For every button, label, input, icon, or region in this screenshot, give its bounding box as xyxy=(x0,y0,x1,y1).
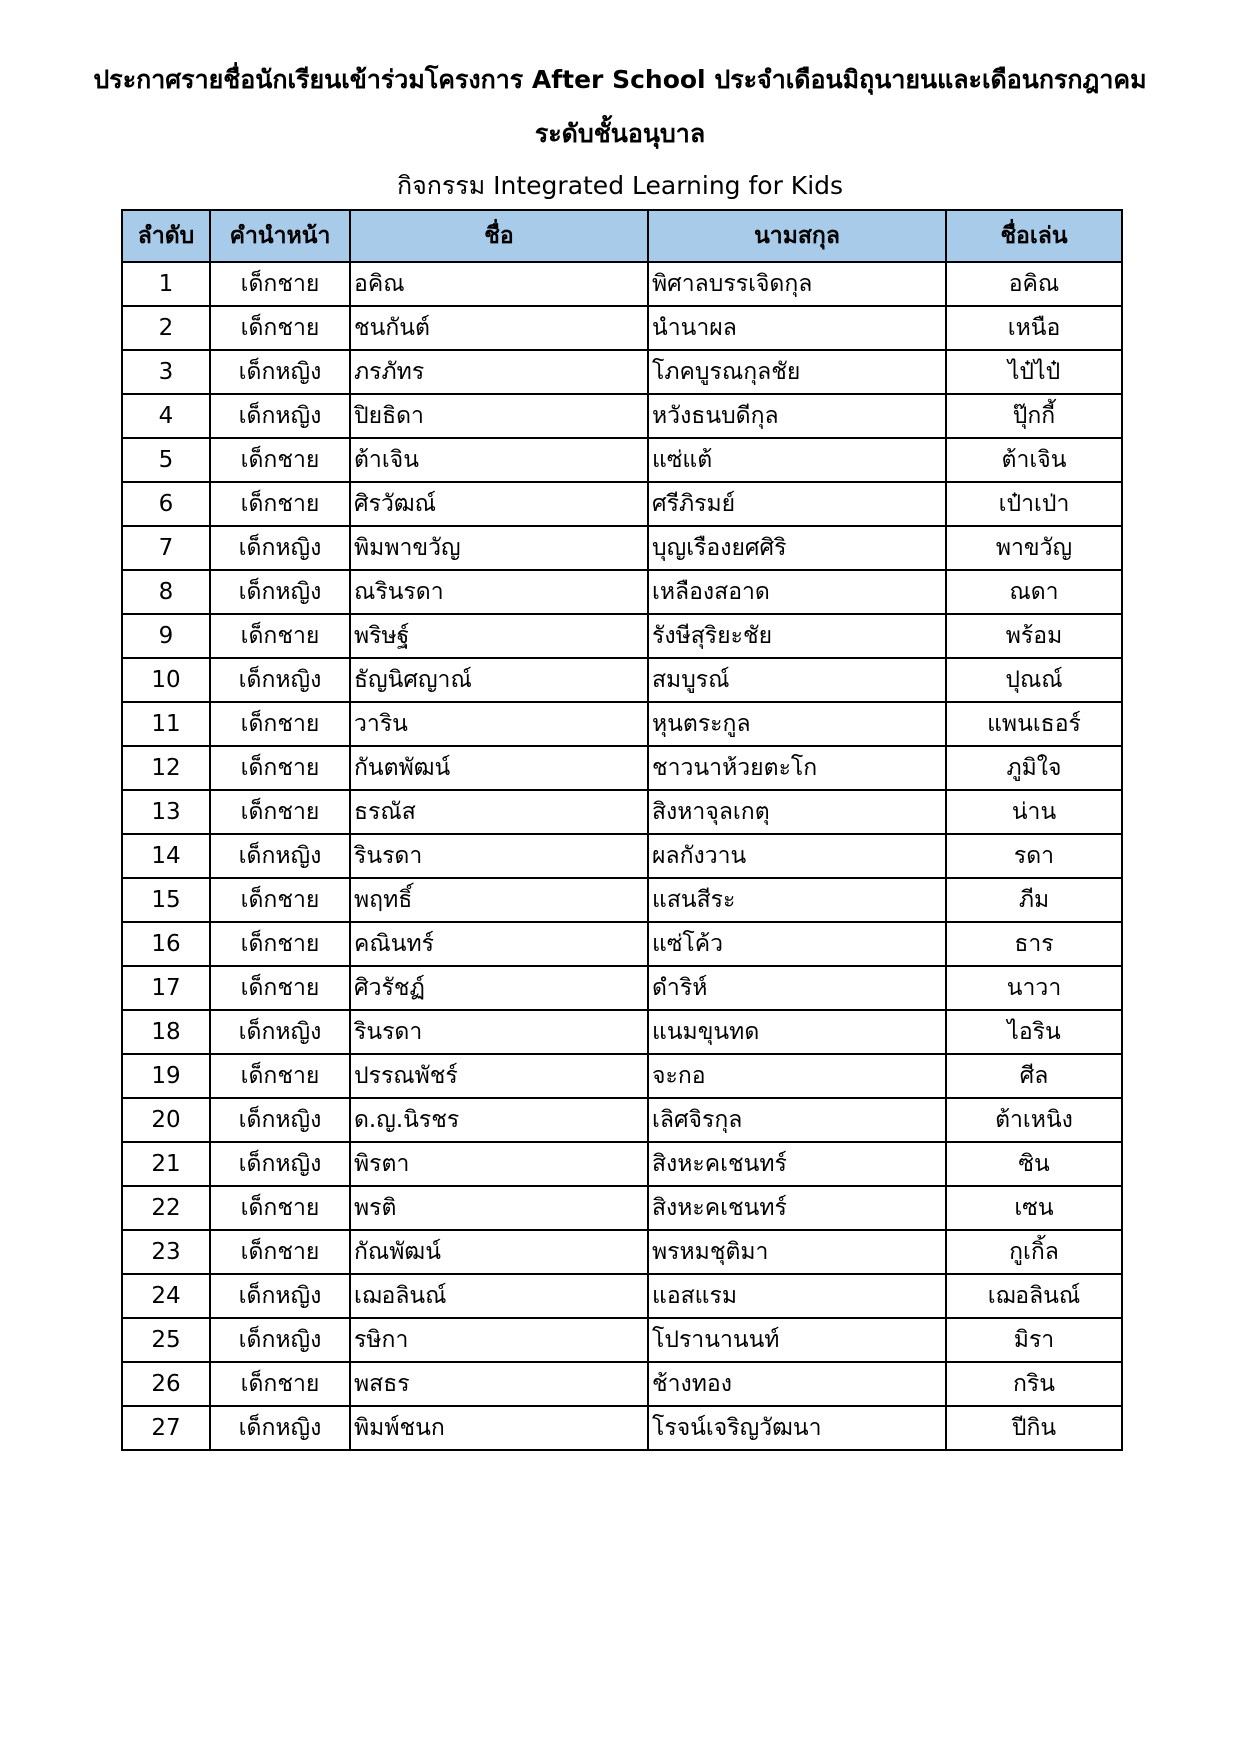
cell-order: 25 xyxy=(122,1318,210,1362)
cell-nickname: ไป๋ไป๋ xyxy=(946,350,1122,394)
cell-prefix: เด็กหญิง xyxy=(210,658,350,702)
table-row xyxy=(122,1010,1122,1054)
cell-prefix: เด็กหญิง xyxy=(210,1098,350,1142)
cell-first-name: ชนกันต์ xyxy=(350,306,648,350)
cell-first-name: พสธร xyxy=(350,1362,648,1406)
cell-nickname: อคิณ xyxy=(946,262,1122,306)
cell-order: 19 xyxy=(122,1054,210,1098)
cell-last-name: โภคบูรณกุลชัย xyxy=(648,350,946,394)
cell-nickname: ธาร xyxy=(946,922,1122,966)
cell-order: 10 xyxy=(122,658,210,702)
activity-subtitle: กิจกรรม Integrated Learning for Kids xyxy=(396,171,844,200)
table-row xyxy=(122,922,1122,966)
cell-nickname: เป๋าเป่า xyxy=(946,482,1122,526)
cell-prefix: เด็กชาย xyxy=(210,966,350,1010)
cell-last-name: รังษีสุริยะชัย xyxy=(648,614,946,658)
table-row xyxy=(122,350,1122,394)
cell-order: 13 xyxy=(122,790,210,834)
cell-first-name: ธรณัส xyxy=(350,790,648,834)
cell-first-name: ภรภัทร xyxy=(350,350,648,394)
cell-prefix: เด็กหญิง xyxy=(210,1318,350,1362)
cell-nickname: รดา xyxy=(946,834,1122,878)
cell-nickname: เหนือ xyxy=(946,306,1122,350)
cell-nickname: เฌอลินณ์ xyxy=(946,1274,1122,1318)
cell-order: 17 xyxy=(122,966,210,1010)
cell-prefix: เด็กชาย xyxy=(210,438,350,482)
table-row xyxy=(122,878,1122,922)
cell-order: 4 xyxy=(122,394,210,438)
cell-order: 8 xyxy=(122,570,210,614)
cell-prefix: เด็กหญิง xyxy=(210,1406,350,1450)
column-header-last-name: นามสกุล xyxy=(648,210,946,262)
cell-first-name: ปรรณพัชร์ xyxy=(350,1054,648,1098)
cell-nickname: พาขวัญ xyxy=(946,526,1122,570)
cell-first-name: ศิรวัฒณ์ xyxy=(350,482,648,526)
table-row xyxy=(122,1274,1122,1318)
cell-nickname: ศีล xyxy=(946,1054,1122,1098)
cell-first-name: พิมพ์ชนก xyxy=(350,1406,648,1450)
cell-prefix: เด็กหญิง xyxy=(210,834,350,878)
table-row xyxy=(122,702,1122,746)
cell-prefix: เด็กหญิง xyxy=(210,1274,350,1318)
cell-nickname: กริน xyxy=(946,1362,1122,1406)
cell-first-name: ต้าเจิน xyxy=(350,438,648,482)
cell-first-name: พิรตา xyxy=(350,1142,648,1186)
cell-prefix: เด็กหญิง xyxy=(210,1142,350,1186)
cell-order: 21 xyxy=(122,1142,210,1186)
cell-nickname: ต้าเจิน xyxy=(946,438,1122,482)
cell-prefix: เด็กชาย xyxy=(210,262,350,306)
cell-nickname: ณดา xyxy=(946,570,1122,614)
cell-first-name: อคิณ xyxy=(350,262,648,306)
cell-last-name: ศรีภิรมย์ xyxy=(648,482,946,526)
table-row xyxy=(122,394,1122,438)
cell-last-name: หวังธนบดีกุล xyxy=(648,394,946,438)
cell-prefix: เด็กชาย xyxy=(210,878,350,922)
cell-prefix: เด็กชาย xyxy=(210,1230,350,1274)
cell-prefix: เด็กชาย xyxy=(210,1362,350,1406)
cell-last-name: โปรานานนท์ xyxy=(648,1318,946,1362)
cell-last-name: สิงหาจุลเกตุ xyxy=(648,790,946,834)
cell-nickname: ปุ๊กกี้ xyxy=(946,394,1122,438)
table-row xyxy=(122,1318,1122,1362)
cell-order: 6 xyxy=(122,482,210,526)
cell-order: 15 xyxy=(122,878,210,922)
cell-nickname: ซิน xyxy=(946,1142,1122,1186)
cell-order: 2 xyxy=(122,306,210,350)
cell-last-name: สิงหะคเชนทร์ xyxy=(648,1142,946,1186)
cell-prefix: เด็กหญิง xyxy=(210,570,350,614)
cell-nickname: น่าน xyxy=(946,790,1122,834)
cell-last-name: สมบูรณ์ xyxy=(648,658,946,702)
table-row xyxy=(122,658,1122,702)
cell-last-name: โรจน์เจริญวัฒนา xyxy=(648,1406,946,1450)
cell-first-name: พิมพาขวัญ xyxy=(350,526,648,570)
cell-first-name: รินรดา xyxy=(350,834,648,878)
table-row xyxy=(122,1406,1122,1450)
cell-order: 9 xyxy=(122,614,210,658)
cell-last-name: แซ่โค้ว xyxy=(648,922,946,966)
cell-order: 24 xyxy=(122,1274,210,1318)
table-row xyxy=(122,834,1122,878)
column-header-nickname: ชื่อเล่น xyxy=(946,210,1122,262)
cell-last-name: พิศาลบรรเจิดกุล xyxy=(648,262,946,306)
cell-last-name: นำนาผล xyxy=(648,306,946,350)
cell-first-name: กัณพัฒน์ xyxy=(350,1230,648,1274)
cell-nickname: ไอริน xyxy=(946,1010,1122,1054)
cell-prefix: เด็กชาย xyxy=(210,1186,350,1230)
cell-first-name: พริษฐ์ xyxy=(350,614,648,658)
cell-first-name: กันตพัฒน์ xyxy=(350,746,648,790)
cell-nickname: ปีกิน xyxy=(946,1406,1122,1450)
cell-nickname: แพนเธอร์ xyxy=(946,702,1122,746)
announcement-title: ประกาศรายชื่อนักเรียนเข้าร่วมโครงการ After School ประจำเดือนมิถุนายนและเดือนกรกฎาคม xyxy=(93,65,1147,94)
cell-order: 5 xyxy=(122,438,210,482)
column-header-order: ลำดับ xyxy=(122,210,210,262)
cell-nickname: นาวา xyxy=(946,966,1122,1010)
cell-nickname: เซน xyxy=(946,1186,1122,1230)
cell-order: 27 xyxy=(122,1406,210,1450)
cell-prefix: เด็กหญิง xyxy=(210,394,350,438)
table-body xyxy=(122,262,1122,1450)
cell-nickname: ต้าเหนิง xyxy=(946,1098,1122,1142)
cell-last-name: จะกอ xyxy=(648,1054,946,1098)
cell-first-name: คณินทร์ xyxy=(350,922,648,966)
cell-prefix: เด็กหญิง xyxy=(210,526,350,570)
cell-order: 18 xyxy=(122,1010,210,1054)
column-header-prefix: คำนำหน้า xyxy=(210,210,350,262)
cell-last-name: เหลืองสอาด xyxy=(648,570,946,614)
cell-nickname: พร้อม xyxy=(946,614,1122,658)
cell-nickname: ปุณณ์ xyxy=(946,658,1122,702)
table-row xyxy=(122,1362,1122,1406)
cell-order: 1 xyxy=(122,262,210,306)
cell-prefix: เด็กชาย xyxy=(210,306,350,350)
cell-first-name: ด.ญ.นิรชร xyxy=(350,1098,648,1142)
cell-prefix: เด็กชาย xyxy=(210,790,350,834)
table-row xyxy=(122,1098,1122,1142)
table-row xyxy=(122,614,1122,658)
cell-prefix: เด็กชาย xyxy=(210,922,350,966)
cell-first-name: ณรินรดา xyxy=(350,570,648,614)
cell-last-name: ช้างทอง xyxy=(648,1362,946,1406)
table-row xyxy=(122,482,1122,526)
cell-first-name: พรติ xyxy=(350,1186,648,1230)
cell-prefix: เด็กหญิง xyxy=(210,1010,350,1054)
cell-last-name: แซ่แต้ xyxy=(648,438,946,482)
cell-prefix: เด็กชาย xyxy=(210,1054,350,1098)
cell-last-name: หุนตระกูล xyxy=(648,702,946,746)
cell-order: 11 xyxy=(122,702,210,746)
table-row xyxy=(122,526,1122,570)
cell-order: 20 xyxy=(122,1098,210,1142)
table-row xyxy=(122,746,1122,790)
cell-last-name: สิงหะคเชนทร์ xyxy=(648,1186,946,1230)
cell-last-name: บุญเรืองยศศิริ xyxy=(648,526,946,570)
table-row xyxy=(122,1230,1122,1274)
table-row xyxy=(122,966,1122,1010)
cell-order: 23 xyxy=(122,1230,210,1274)
column-header-first-name: ชื่อ xyxy=(350,210,648,262)
cell-order: 26 xyxy=(122,1362,210,1406)
cell-order: 16 xyxy=(122,922,210,966)
cell-first-name: ธัญนิศญาณ์ xyxy=(350,658,648,702)
student-list-table xyxy=(121,209,1123,1451)
cell-nickname: มิรา xyxy=(946,1318,1122,1362)
cell-last-name: ผลกังวาน xyxy=(648,834,946,878)
cell-nickname: ภูมิใจ xyxy=(946,746,1122,790)
cell-last-name: พรหมชุติมา xyxy=(648,1230,946,1274)
cell-prefix: เด็กชาย xyxy=(210,482,350,526)
cell-nickname: ภีม xyxy=(946,878,1122,922)
cell-last-name: แอสแรม xyxy=(648,1274,946,1318)
cell-first-name: วาริน xyxy=(350,702,648,746)
table-row xyxy=(122,790,1122,834)
table-row xyxy=(122,306,1122,350)
cell-order: 7 xyxy=(122,526,210,570)
table-row xyxy=(122,570,1122,614)
cell-last-name: แสนสีระ xyxy=(648,878,946,922)
cell-first-name: รษิกา xyxy=(350,1318,648,1362)
cell-first-name: พฤทธิ์ xyxy=(350,878,648,922)
cell-last-name: ดำริห์ xyxy=(648,966,946,1010)
table-row xyxy=(122,262,1122,306)
cell-order: 14 xyxy=(122,834,210,878)
table-row xyxy=(122,438,1122,482)
table-header-row xyxy=(122,210,1122,262)
cell-first-name: เฌอลินณ์ xyxy=(350,1274,648,1318)
cell-order: 3 xyxy=(122,350,210,394)
table-row xyxy=(122,1142,1122,1186)
cell-first-name: ศิวรัชฏ์ xyxy=(350,966,648,1010)
cell-last-name: แนมขุนทด xyxy=(648,1010,946,1054)
cell-first-name: ปิยธิดา xyxy=(350,394,648,438)
cell-prefix: เด็กชาย xyxy=(210,746,350,790)
cell-nickname: กูเกิ้ล xyxy=(946,1230,1122,1274)
level-subtitle: ระดับชั้นอนุบาล xyxy=(534,119,706,148)
table-row xyxy=(122,1054,1122,1098)
cell-prefix: เด็กชาย xyxy=(210,702,350,746)
cell-last-name: เลิศจิรกุล xyxy=(648,1098,946,1142)
cell-order: 12 xyxy=(122,746,210,790)
cell-prefix: เด็กหญิง xyxy=(210,350,350,394)
cell-last-name: ชาวนาห้วยตะโก xyxy=(648,746,946,790)
cell-order: 22 xyxy=(122,1186,210,1230)
cell-first-name: รินรดา xyxy=(350,1010,648,1054)
cell-prefix: เด็กชาย xyxy=(210,614,350,658)
table-row xyxy=(122,1186,1122,1230)
